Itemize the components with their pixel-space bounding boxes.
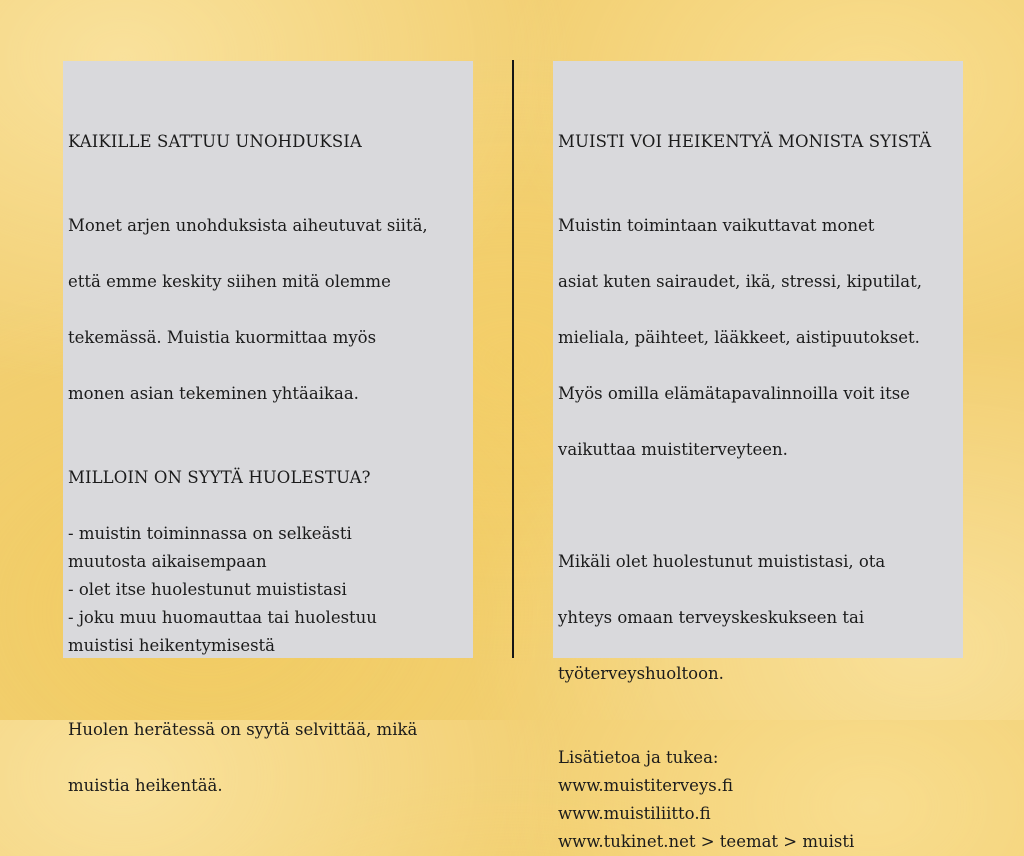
paragraph-contact xyxy=(558,520,955,716)
text-line: Huolen herätessä on syytä selvittää, mikä xyxy=(68,720,418,739)
text-line: Monet arjen unohduksista aiheutuvat siitä, xyxy=(68,216,428,235)
text-line: Mikäli olet huolestunut muististasi, ota xyxy=(558,552,886,571)
list-item: - olet itse huolestunut muististasi xyxy=(68,580,347,599)
list-item: muistisi heikentymisestä xyxy=(68,636,276,655)
link-tukinet[interactable]: www.tukinet.net > teemat > muisti xyxy=(558,832,855,851)
list-item: - joku muu huomauttaa tai huolestuu xyxy=(68,608,377,627)
spacer xyxy=(68,436,465,464)
warning-signs-list xyxy=(68,520,465,660)
spacer xyxy=(68,156,465,184)
spacer xyxy=(558,492,955,520)
resources-intro: Lisätietoa ja tukea: xyxy=(558,748,719,767)
heading-forgetfulness: KAIKILLE SATTUU UNOHDUKSIA xyxy=(68,132,362,151)
text-line: Muistin toimintaan vaikuttavat monet xyxy=(558,216,875,235)
text-line: työterveyshuoltoon. xyxy=(558,664,724,683)
column-divider xyxy=(512,60,514,658)
heading-when-to-worry: MILLOIN ON SYYTÄ HUOLESTUA? xyxy=(68,468,371,487)
spacer xyxy=(558,716,955,744)
spacer xyxy=(558,156,955,184)
spacer xyxy=(68,492,465,520)
text-line: vaikuttaa muistiterveyteen. xyxy=(558,440,788,459)
paragraph-everyday-forgetting xyxy=(68,184,465,436)
text-line: yhteys omaan terveyskeskukseen tai xyxy=(558,608,865,627)
list-item: muutosta aikaisempaan xyxy=(68,552,267,571)
right-panel xyxy=(553,61,963,851)
list-item: - muistin toiminnassa on selkeästi xyxy=(68,524,352,543)
left-panel xyxy=(63,61,473,795)
paragraph-factors xyxy=(558,184,955,492)
text-line: asiat kuten sairaudet, ikä, stressi, kiputilat, xyxy=(558,272,922,291)
spacer xyxy=(68,660,465,688)
text-line: muistia heikentää. xyxy=(68,776,223,795)
link-muistiterveys[interactable]: www.muistiterveys.fi xyxy=(558,776,733,795)
text-line: monen asian tekeminen yhtäaikaa. xyxy=(68,384,359,403)
text-line: että emme keskity siihen mitä olemme xyxy=(68,272,391,291)
heading-causes: MUISTI VOI HEIKENTYÄ MONISTA SYISTÄ xyxy=(558,132,932,151)
text-line: mieliala, päihteet, lääkkeet, aistipuutokset. xyxy=(558,328,920,347)
resources-section xyxy=(558,744,955,856)
paragraph-investigate xyxy=(68,688,465,828)
link-muistiliitto[interactable]: www.muistiliitto.fi xyxy=(558,804,711,823)
text-line: Myös omilla elämätapavalinnoilla voit itse xyxy=(558,384,910,403)
text-line: tekemässä. Muistia kuormittaa myös xyxy=(68,328,377,347)
